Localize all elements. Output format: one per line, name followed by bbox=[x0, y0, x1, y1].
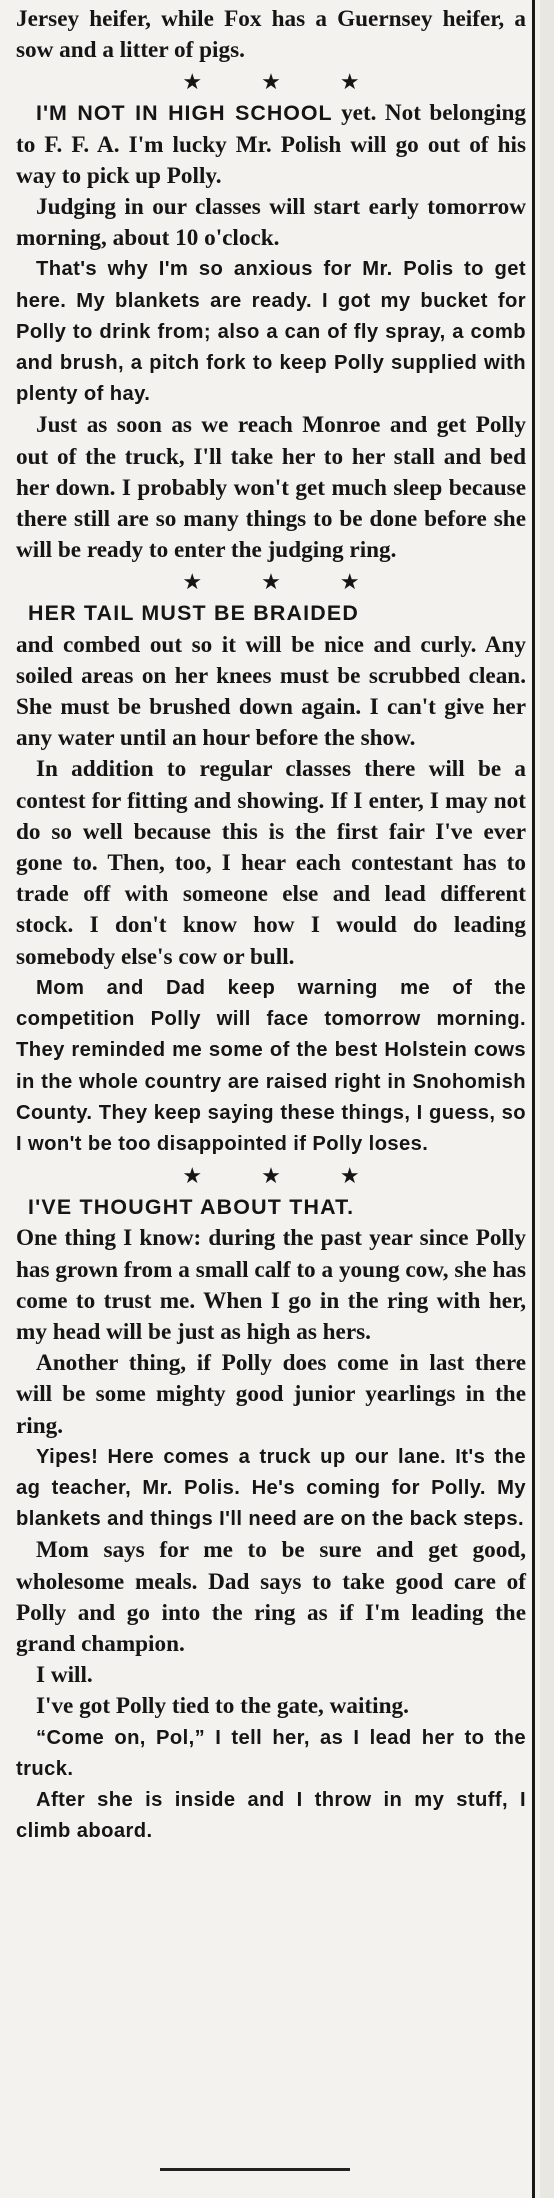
paragraph-trust: One thing I know: during the past year since Polly has grown from a small calf to a young cow, she has come to trust me. When I go in the ring with her, my head will be just as high as hers. bbox=[16, 1225, 526, 1345]
paragraph-mom-says: Mom says for me to be sure and get good, wholesome meals. Dad says to take good care of Polly and go into the ring as if I'm leading the grand champion. bbox=[16, 1537, 526, 1657]
section-divider-stars: ★ ★ ★ bbox=[182, 70, 386, 96]
paragraph-judging: Judging in our classes will start early tomorrow morning, about 10 o'clock. bbox=[16, 194, 526, 252]
paragraph-intro: Jersey heifer, while Fox has a Guernsey heifer, a sow and a litter of pigs. bbox=[16, 6, 526, 64]
paragraph-contest: In addition to regular classes there will be a contest for fitting and showing. If I enter, I may not do so well because this is the first fair I've ever gone to. Then, too, I hear each contestant has to trade off with someone else and lead different stock. I don't know how I would do leading somebody else's cow or bull. bbox=[16, 756, 526, 970]
section-divider-stars: ★ ★ ★ bbox=[182, 570, 386, 596]
paragraph-another-thing: Another thing, if Polly does come in last there will be some mighty good junior yearlings in the ring. bbox=[16, 1350, 526, 1439]
paragraph-tied: I've got Polly tied to the gate, waiting. bbox=[36, 1693, 409, 1720]
paragraph-come-on: “Come on, Pol,” I tell her, as I lead her to the truck. bbox=[16, 1726, 526, 1780]
paragraph-monroe: Just as soon as we reach Monroe and get Polly out of the truck, I'll take her to her stall and bed her down. I probably won't get much sleep because there still are so many things to be done before she will be ready to enter the judging ring. bbox=[16, 412, 526, 564]
section-divider-stars: ★ ★ ★ bbox=[182, 1164, 386, 1190]
section-heading: I'VE THOUGHT ABOUT THAT. bbox=[28, 1195, 355, 1220]
paragraph-not-in-high-school bbox=[16, 98, 526, 192]
paragraph-yipes: Yipes! Here comes a truck up our lane. It's the ag teacher, Mr. Polis. He's coming for Polly. My blankets and things I'll need are on the back steps. bbox=[16, 1445, 526, 1531]
section-heading: I'M NOT IN HIGH SCHOOL bbox=[36, 101, 333, 126]
paragraph-text: yet. Not belonging to F. F. A. I'm lucky Mr. Polish will go out of his way to pick up Polly. bbox=[16, 100, 527, 189]
paragraph-competition: Mom and Dad keep warning me of the competition Polly will face tomorrow morning. They reminded me some of the best Holstein cows in the whole country are raised right in Snohomish County. They keep saying these things, I guess, so I won't be too disappointed if Polly loses. bbox=[16, 976, 526, 1155]
column-rule bbox=[532, 0, 535, 2198]
paragraph-braided: and combed out so it will be nice and curly. Any soiled areas on her knees must be scrubbed clean. She must be brushed down again. I can't give her any water until an hour before the show. bbox=[16, 631, 526, 752]
page-edge bbox=[540, 0, 554, 2198]
end-rule bbox=[160, 2168, 350, 2171]
paragraph-climb-aboard: After she is inside and I throw in my stuff, I climb aboard. bbox=[16, 1788, 526, 1843]
article-column bbox=[16, 4, 526, 1847]
paragraph-anxious: That's why I'm so anxious for Mr. Polis to get here. My blankets are ready. I got my bucket for Polly to drink from; also a can of fly spray, a comb and brush, a pitch fork to keep Polly supplied with plenty of hay. bbox=[16, 258, 526, 406]
section-heading: HER TAIL MUST BE BRAIDED bbox=[28, 601, 360, 626]
paragraph-i-will: I will. bbox=[36, 1662, 93, 1689]
